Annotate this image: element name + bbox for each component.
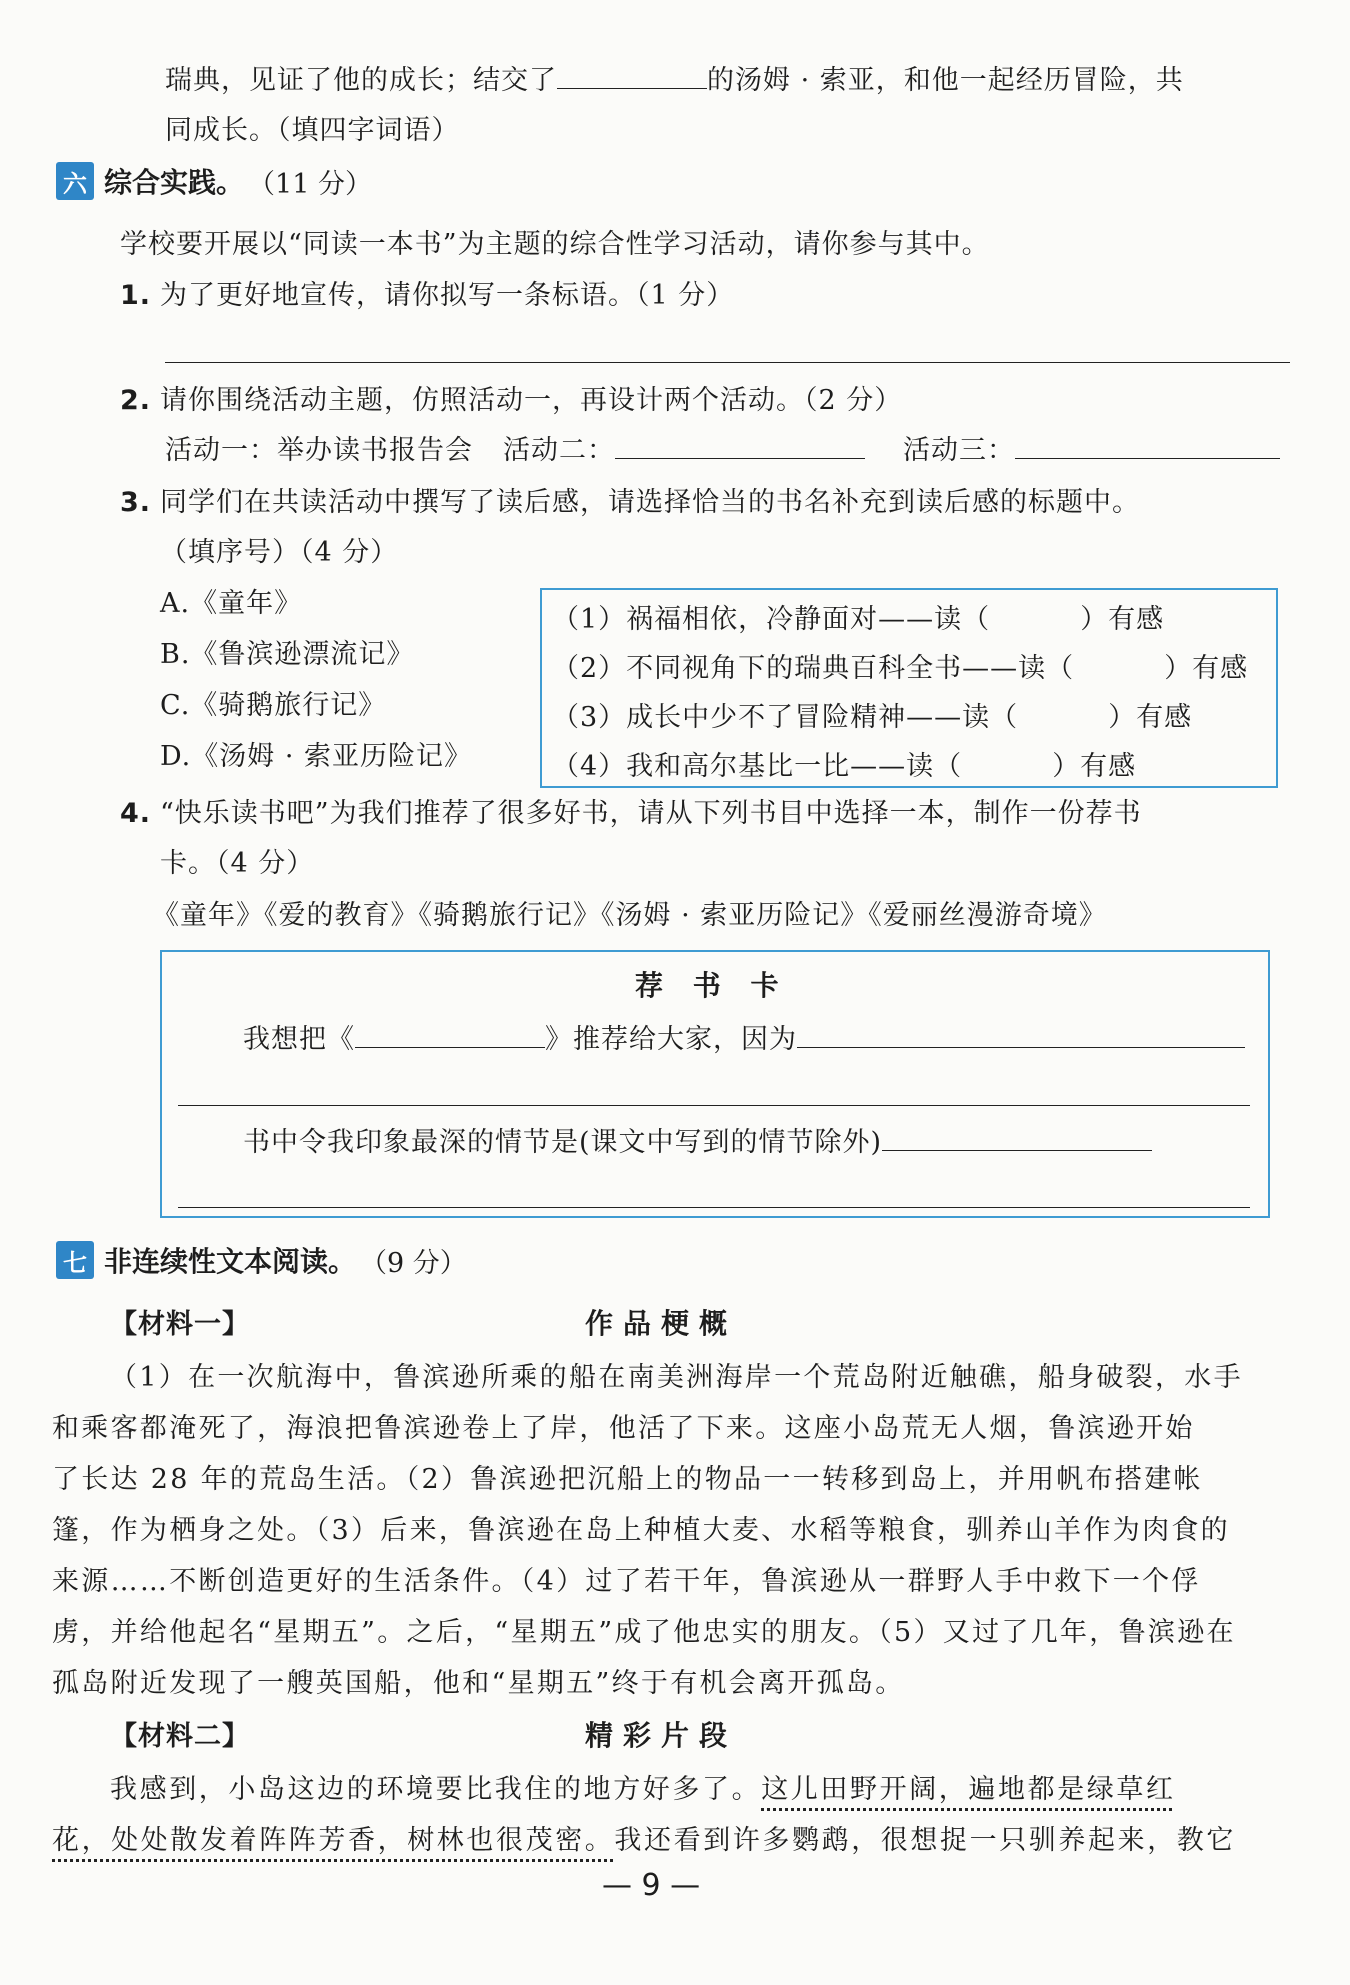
match-item-3: （3）成长中少不了冒险精神——读（ ）有感: [552, 702, 1193, 733]
material-1-line: （1）在一次航海中，鲁滨逊所乘的船在南美洲海岸一个荒岛附近触礁，船身破裂，水手: [110, 1362, 1243, 1393]
question-2-activities: 活动一：举办读书报告会 活动二： 活动三：: [165, 428, 1280, 467]
material-1-line: 孤岛附近发现了一艘英国船，他和“星期五”终于有机会离开孤岛。: [52, 1668, 905, 1699]
material-2-line: 花，处处散发着阵阵芳香，树林也很茂密。我还看到许多鹦鹉，很想捉一只驯养起来，教它: [52, 1825, 1237, 1856]
match-item-4: （4）我和高尔基比一比——读（ ）有感: [552, 751, 1137, 782]
question-3: 3. 同学们在共读活动中撰写了读后感，请选择恰当的书名补充到读后感的标题中。: [120, 487, 1140, 518]
material-1-title: 作品梗概: [585, 1307, 738, 1340]
section-title: 非连续性文本阅读。: [104, 1245, 357, 1278]
question-1: 1. 为了更好地宣传，请你拟写一条标语。（1 分）: [120, 280, 735, 311]
card-line-2: 书中令我印象最深的情节是(课文中写到的情节除外): [243, 1120, 1152, 1159]
option-a: A.《童年》: [160, 588, 303, 619]
section-badge: 七: [56, 1241, 94, 1279]
answer-blank[interactable]: [557, 62, 707, 89]
material-1-line: 和乘客都淹死了，海浪把鲁滨逊卷上了岸，他活了下来。这座小岛荒无人烟，鲁滨逊开始: [52, 1413, 1195, 1444]
material-1-line: 来源……不断创造更好的生活条件。（4）过了若干年，鲁滨逊从一群野人手中救下一个俘: [52, 1566, 1201, 1597]
dotted-emphasis: 花，处处散发着阵阵芳香，树林也很茂密。: [52, 1825, 615, 1856]
card-title: 荐 书 卡: [635, 969, 789, 1002]
material-1-line: 了长达 28 年的荒岛生活。（2）鲁滨逊把沉船上的物品一一转移到岛上，并用帆布搭建帐: [52, 1464, 1203, 1495]
card-line-1: 我想把《 》推荐给大家，因为: [243, 1017, 1245, 1056]
question-3-note: （填序号）（4 分）: [160, 537, 399, 568]
question-4: 4. “快乐读书吧”为我们推荐了很多好书，请从下列书目中选择一本，制作一份荐书: [120, 798, 1142, 829]
plot-blank[interactable]: [882, 1124, 1152, 1151]
section-badge: 六: [56, 162, 94, 200]
option-c: C.《骑鹅旅行记》: [160, 690, 387, 721]
material-1-line: 虏，并给他起名“星期五”。之后，“星期五”成了他忠实的朋友。（5）又过了几年，鲁滨逊在: [52, 1617, 1236, 1648]
section-score: （11 分）: [248, 168, 372, 200]
section-6-header: [56, 161, 372, 201]
section-title: 综合实践。: [104, 166, 245, 199]
match-item-2: （2）不同视角下的瑞典百科全书——读（ ）有感: [552, 653, 1249, 684]
match-item-1: （1）祸福相依，冷静面对——读（ ）有感: [552, 604, 1165, 635]
activity-2-blank[interactable]: [615, 432, 865, 459]
material-2-title: 精彩片段: [585, 1719, 738, 1752]
book-name-blank[interactable]: [355, 1021, 545, 1048]
card-answer-line[interactable]: [178, 1105, 1250, 1106]
material-1-line: 篷，作为栖身之处。（3）后来，鲁滨逊在岛上种植大麦、水稻等粮食，驯养山羊作为肉食的: [52, 1515, 1230, 1546]
page-number: — 9 —: [602, 1868, 701, 1903]
top-line-1: 瑞典，见证了他的成长；结交了 的汤姆 · 索亚，和他一起经历冒险，共: [165, 58, 1184, 97]
question-4-cont: 卡。（4 分）: [160, 848, 315, 879]
answer-line[interactable]: [165, 362, 1290, 363]
material-2-label: 【材料二】: [110, 1721, 250, 1752]
material-1-label: 【材料一】: [110, 1309, 250, 1340]
card-answer-line[interactable]: [178, 1207, 1250, 1208]
book-list: 《童年》《爱的教育》《骑鹅旅行记》《汤姆 · 索亚历险记》《爱丽丝漫游奇境》: [152, 900, 1107, 931]
section-6-intro: 学校要开展以“同读一本书”为主题的综合性学习活动，请你参与其中。: [120, 229, 990, 260]
reason-blank[interactable]: [797, 1021, 1245, 1048]
question-2: 2. 请你围绕活动主题，仿照活动一，再设计两个活动。（2 分）: [120, 385, 903, 416]
activity-3-blank[interactable]: [1015, 432, 1280, 459]
section-score: （9 分）: [360, 1247, 467, 1279]
top-line-2: 同成长。（填四字词语）: [165, 115, 460, 146]
material-2-line: 我感到，小岛这边的环境要比我住的地方好多了。这儿田野开阔，遍地都是绿草红: [110, 1774, 1176, 1805]
section-7-header: [56, 1240, 467, 1280]
option-d: D.《汤姆 · 索亚历险记》: [160, 741, 473, 772]
dotted-emphasis: 这儿田野开阔，遍地都是绿草红: [761, 1774, 1176, 1805]
option-b: B.《鲁滨逊漂流记》: [160, 639, 415, 670]
